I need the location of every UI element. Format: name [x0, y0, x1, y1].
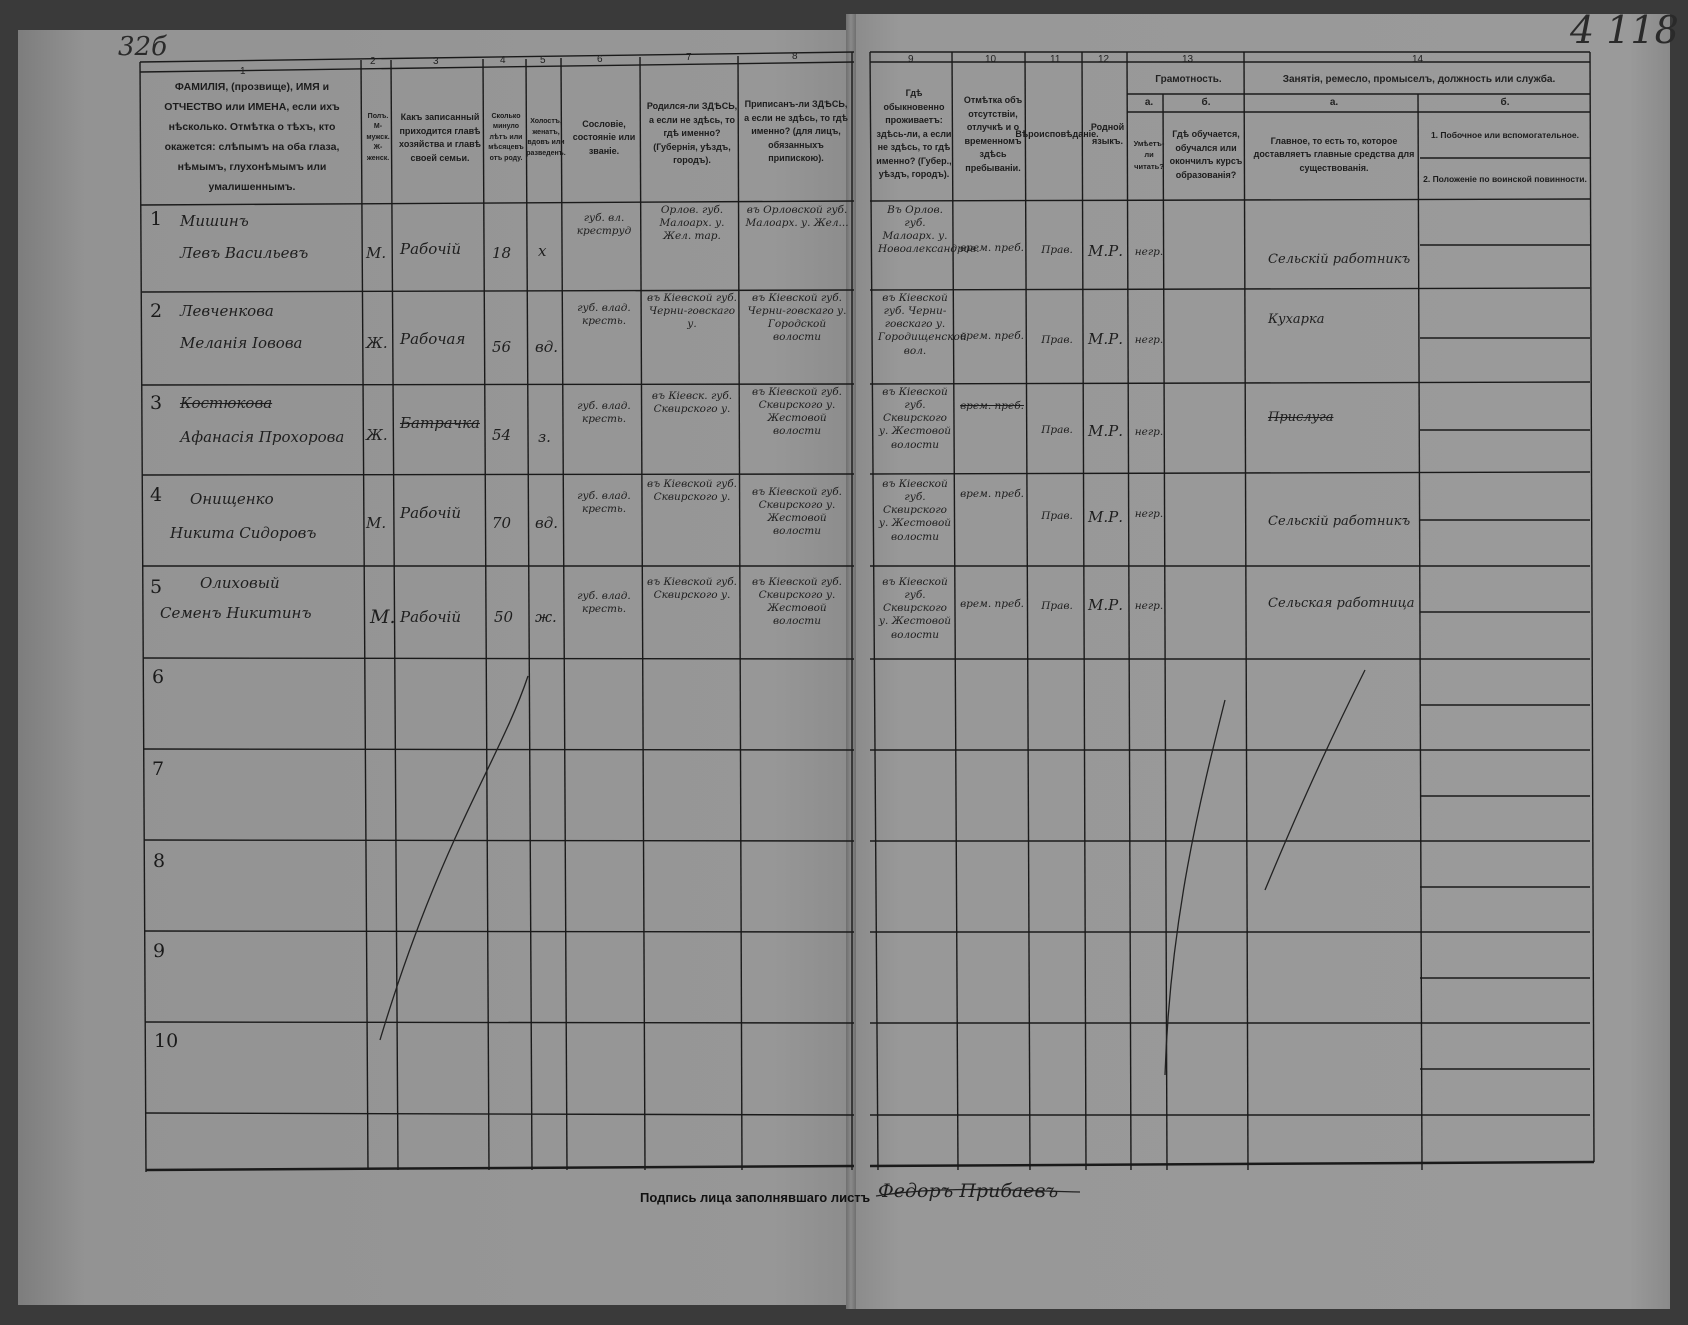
column-number-12: 12	[1098, 54, 1110, 65]
column-number-2: 2	[370, 56, 376, 67]
header-col-13a-reads: Умѣетъ-ли читать?	[1133, 139, 1165, 171]
native-language: М.Р.	[1088, 422, 1123, 440]
row-number: 2	[150, 300, 163, 322]
header-col-2-sex: Полъ. М-мужск. Ж-женск.	[366, 112, 390, 162]
header-col-13a-letter: а.	[1144, 97, 1154, 108]
header-col-7-born: Родился-ли ЗДѢСЬ, а если не здѣсь, то гдѣ именно? (Губернія, уѣздъ, городъ).	[646, 101, 738, 166]
column-number-5: 5	[540, 55, 546, 66]
registration-place: въ Орловской губ. Малоарх. у. Жел...	[745, 204, 849, 230]
header-col-12-language: Родной языкъ.	[1090, 122, 1125, 146]
header-col-13-literacy: Грамотность.	[1155, 74, 1222, 85]
surname: Онищенко	[190, 490, 274, 508]
column-number-9: 9	[908, 54, 914, 65]
age: 56	[492, 338, 512, 356]
estate: губ. вл. креструд	[576, 212, 632, 238]
main-occupation: Сельскій работникъ	[1268, 514, 1411, 529]
native-language: М.Р.	[1088, 242, 1123, 260]
main-occupation: Сельскій работникъ	[1268, 252, 1411, 267]
registration-place: въ Кіевской губ. Черни-говскаго у. Городской волости	[747, 292, 847, 344]
marital-status: ж.	[535, 608, 557, 626]
registration-place: въ Кіевской губ. Сквирского у. Жестовой волости	[752, 576, 842, 628]
absence-mark: врем. преб.	[960, 598, 1024, 610]
main-occupation: Сельская работница	[1268, 596, 1415, 611]
native-language: М.Р.	[1088, 596, 1123, 614]
column-number-1: 1	[240, 66, 246, 77]
marital-status: вд.	[535, 514, 559, 532]
header-col-5-marital: Холостъ, женатъ, вдовъ или разведенъ.	[526, 118, 566, 157]
header-col-14-occupation: Занятія, ремесло, промыселъ, должность или служба.	[1282, 74, 1556, 85]
header-col-9-residence: Гдѣ обыкновенно проживаетъ: здѣсь-ли, а если не здѣсь, то гдѣ именно? (Губер., уѣздъ, городъ).	[876, 88, 952, 180]
row-number: 9	[153, 940, 166, 962]
surname: Олиховый	[200, 574, 280, 592]
religion: Прав.	[1041, 244, 1073, 256]
column-number-7: 7	[686, 52, 692, 63]
age: 70	[492, 514, 512, 532]
header-col-1-name: ФАМИЛІЯ, (прозвище), ИМЯ и ОТЧЕСТВО или ИМЕНА, если ихъ нѣсколько. Отмѣтка о тѣхъ, кто окажется: слѣпымъ на оба глаза, нѣмымъ, глухонѣмымъ или умалишеннымъ.	[164, 81, 340, 193]
header-col-8-registered: Приписанъ-ли ЗДѢСЬ, а если не здѣсь, то гдѣ именно? (для лицъ, обязанныхъ припискою).	[744, 99, 848, 164]
header-col-4-age: Сколько минуло лѣтъ или мѣсяцевъ отъ роду.	[488, 112, 524, 162]
absence-mark: врем. преб.	[960, 400, 1024, 412]
archive-page-number-left: 32б	[118, 32, 167, 62]
absence-mark: врем. преб.	[960, 488, 1024, 500]
column-number-8: 8	[792, 51, 798, 62]
sex: М.	[370, 606, 396, 628]
birthplace: въ Кіевск. губ. Сквирского у.	[651, 390, 733, 416]
given-names: Семенъ Никитинъ	[160, 604, 312, 622]
age: 18	[492, 244, 512, 262]
surname: Мишинъ	[180, 212, 249, 230]
relation: Рабочая	[400, 330, 466, 348]
residence: въ Кіевской губ. Сквирского у. Жестовой волости	[878, 478, 952, 543]
column-number-13: 13	[1182, 54, 1194, 65]
column-number-4: 4	[500, 55, 506, 66]
birthplace: въ Кіевской губ. Сквирского у.	[647, 478, 737, 504]
row-number: 3	[150, 392, 163, 414]
column-number-10: 10	[985, 54, 997, 65]
estate: губ. влад. кресть.	[577, 590, 631, 616]
residence: въ Кіевской губ. Сквирского у. Жестовой волости	[878, 576, 952, 641]
sex: М.	[366, 514, 387, 532]
signature: Федоръ Прибаевъ	[878, 1180, 1059, 1202]
row-number: 8	[153, 850, 166, 872]
archive-page-number-right: 4 118	[1570, 8, 1679, 52]
header-col-14a-main: Главное, то есть то, которое доставляетъ главные средства для существованія.	[1253, 135, 1415, 173]
header-col-10-absence: Отмѣтка объ отсутствіи, отлучкѣ и о временномъ здѣсь пребываніи.	[963, 95, 1023, 173]
literacy: негр.	[1134, 600, 1164, 612]
header-col-6-estate: Сословіе, состояніе или званіе.	[572, 118, 636, 156]
marital-status: вд.	[535, 338, 559, 356]
birthplace: Орлов. губ. Малоарх. у. Жел. тар.	[659, 204, 725, 243]
residence: въ Кіевской губ. Сквирского у. Жестовой волости	[878, 386, 952, 451]
header-col-13b-education: Гдѣ обучается, обучался или окончилъ курсъ образованія?	[1169, 129, 1243, 180]
estate: губ. влад. кресть.	[577, 302, 631, 328]
religion: Прав.	[1041, 424, 1073, 436]
given-names: Меланія Іовова	[180, 334, 303, 352]
header-col-13b-letter: б.	[1201, 97, 1211, 108]
registration-place: въ Кіевской губ. Сквирского у. Жестовой волости	[752, 486, 842, 538]
marital-status: з.	[538, 428, 551, 446]
header-col-11-religion: Вѣроисповѣданіе.	[1015, 128, 1099, 139]
relation: Батрачка	[400, 414, 480, 432]
residence: въ Кіевской губ. Черни-говскаго у. Городищенской вол.	[878, 292, 967, 357]
religion: Прав.	[1041, 334, 1073, 346]
relation: Рабочій	[400, 608, 462, 626]
religion: Прав.	[1041, 600, 1073, 612]
religion: Прав.	[1041, 510, 1073, 522]
column-number-3: 3	[433, 56, 439, 67]
relation: Рабочій	[400, 240, 462, 258]
residence: Въ Орлов. губ. Малоарх. у. Новоалександров.	[878, 204, 980, 256]
given-names: Левъ Васильевъ	[180, 244, 309, 262]
absence-mark: врем. преб.	[960, 242, 1024, 254]
literacy: негр.	[1134, 426, 1164, 438]
row-number: 7	[152, 758, 165, 780]
estate: губ. влад. кресть.	[577, 400, 631, 426]
age: 50	[494, 608, 514, 626]
native-language: М.Р.	[1088, 508, 1123, 526]
header-col-14b-military: 2. Положеніе по воинской повинности.	[1423, 173, 1587, 184]
given-names: Афанасія Прохорова	[180, 428, 345, 446]
header-col-14a-letter: а.	[1329, 97, 1339, 108]
absence-mark: врем. преб.	[960, 330, 1024, 342]
registration-place: въ Кіевской губ. Сквирского у. Жестовой волости	[752, 386, 842, 438]
main-occupation: Кухарка	[1268, 312, 1325, 327]
row-number: 10	[154, 1030, 179, 1052]
row-number: 5	[150, 576, 163, 598]
relation: Рабочій	[400, 504, 462, 522]
literacy: негр.	[1134, 334, 1164, 346]
native-language: М.Р.	[1088, 330, 1123, 348]
row-number: 4	[150, 484, 163, 506]
column-number-6: 6	[597, 54, 603, 65]
given-names: Никита Сидоровъ	[170, 524, 317, 542]
estate: губ. влад. кресть.	[577, 490, 631, 516]
surname: Левченкова	[180, 302, 274, 320]
row-number: 6	[152, 666, 165, 688]
column-number-14: 14	[1412, 54, 1424, 65]
sex: Ж.	[366, 426, 388, 444]
marital-status: х	[538, 242, 547, 260]
header-col-14b-secondary: 1. Побочное или вспомогательное.	[1430, 129, 1580, 140]
row-number: 1	[150, 208, 163, 230]
sex: Ж.	[366, 334, 388, 352]
signature-label: Подпись лица заполнявшаго листъ	[640, 1190, 871, 1205]
literacy: негр.	[1134, 246, 1164, 258]
main-occupation: Прислуга	[1268, 410, 1334, 425]
surname: Костюкова	[180, 394, 273, 412]
sex: М.	[366, 244, 387, 262]
column-number-11: 11	[1050, 54, 1061, 65]
header-col-3-relation: Какъ записанный приходится главѣ хозяйства и главѣ своей семьи.	[399, 112, 481, 163]
age: 54	[492, 426, 512, 444]
birthplace: въ Кіевской губ. Черни-говскаго у.	[647, 292, 737, 331]
birthplace: въ Кіевской губ. Сквирского у.	[647, 576, 737, 602]
header-col-14b-letter: б.	[1500, 97, 1510, 108]
literacy: негр.	[1134, 508, 1164, 520]
